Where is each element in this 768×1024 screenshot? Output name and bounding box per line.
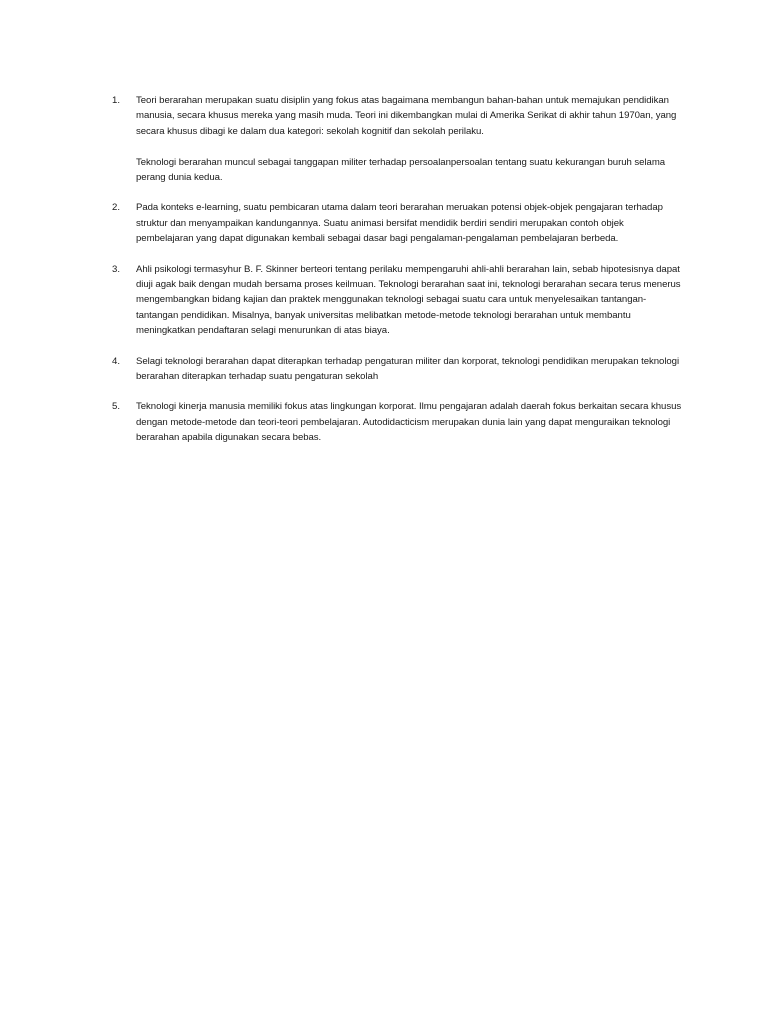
paragraph: Teknologi berarahan muncul sebagai tanggapan militer terhadap persoalanpersoalan tentang suatu kekurangan buruh selama perang dunia kedua. — [136, 156, 666, 184]
list-item — [112, 262, 682, 339]
paragraph: Teori berarahan merupakan suatu disiplin yang fokus atas bagaimana membangun bahan-bahan untuk memajukan pendidikan manusia, secara khusus mereka yang masih muda. Teori ini dikembangkan mulai di Amerika Serikat di akhir tahun 1970an, yang secara khusus dibagi ke dalam dua kategori: sekolah kognitif dan sekolah perilaku. — [136, 95, 677, 137]
item-number: 5. — [112, 401, 121, 413]
list-item — [112, 354, 682, 385]
paragraph: Pada konteks e-learning, suatu pembicaran utama dalam teori berarahan meruakan potensi objek-objek pengajaran terhadap struktur dan menyampaikan kandungannya. Suatu animasi bersifat mendidik berdiri sendiri merupakan contoh objek pembelajaran yang dapat digunakan kembali sebagai dasar bagi pengalaman-pengalaman pembelajaran berbeda. — [136, 202, 663, 245]
paragraph: Teknologi kinerja manusia memiliki fokus atas lingkungan korporat. Ilmu pengajaran adalah daerah fokus berkaitan secara khusus dengan metode-metode dan teori-teori pembelajaran. Autodidacticism merupakan dunia lain yang dapat menguraikan teknologi berarahan apabila digunakan secara bebas. — [136, 401, 682, 444]
item-number: 4. — [112, 355, 121, 367]
numbered-list — [112, 93, 682, 461]
paragraph: Ahli psikologi termasyhur B. F. Skinner berteori tentang perilaku mempengaruhi ahli-ahli berarahan lain, sebab hipotesisnya dapat diuji agak baik dengan mudah bersama proses keilmuan. Teknologi berarahan saat ini, teknologi berarahan secara terus menerus mengembangkan bidang kajian dan praktek menggunakan teknologi sebagai suatu cara untuk menyelesaikan tantangan-tantangan pendidikan. Misalnya, banyak universitas melibatkan metode-metode teknologi berarahan untuk membantu meningkatkan pendaftaran selagi menurunkan di atas biaya. — [136, 263, 681, 337]
paragraph: Selagi teknologi berarahan dapat diterapkan terhadap pengaturan militer dan korporat, teknologi pendidikan merupakan teknologi berarahan diterapkan terhadap suatu pengaturan sekolah — [136, 355, 680, 383]
list-item — [112, 399, 682, 445]
list-item — [112, 200, 682, 246]
list-item — [112, 93, 682, 185]
item-number: 1. — [112, 95, 121, 106]
item-number: 3. — [112, 263, 121, 275]
item-number: 2. — [112, 202, 121, 214]
